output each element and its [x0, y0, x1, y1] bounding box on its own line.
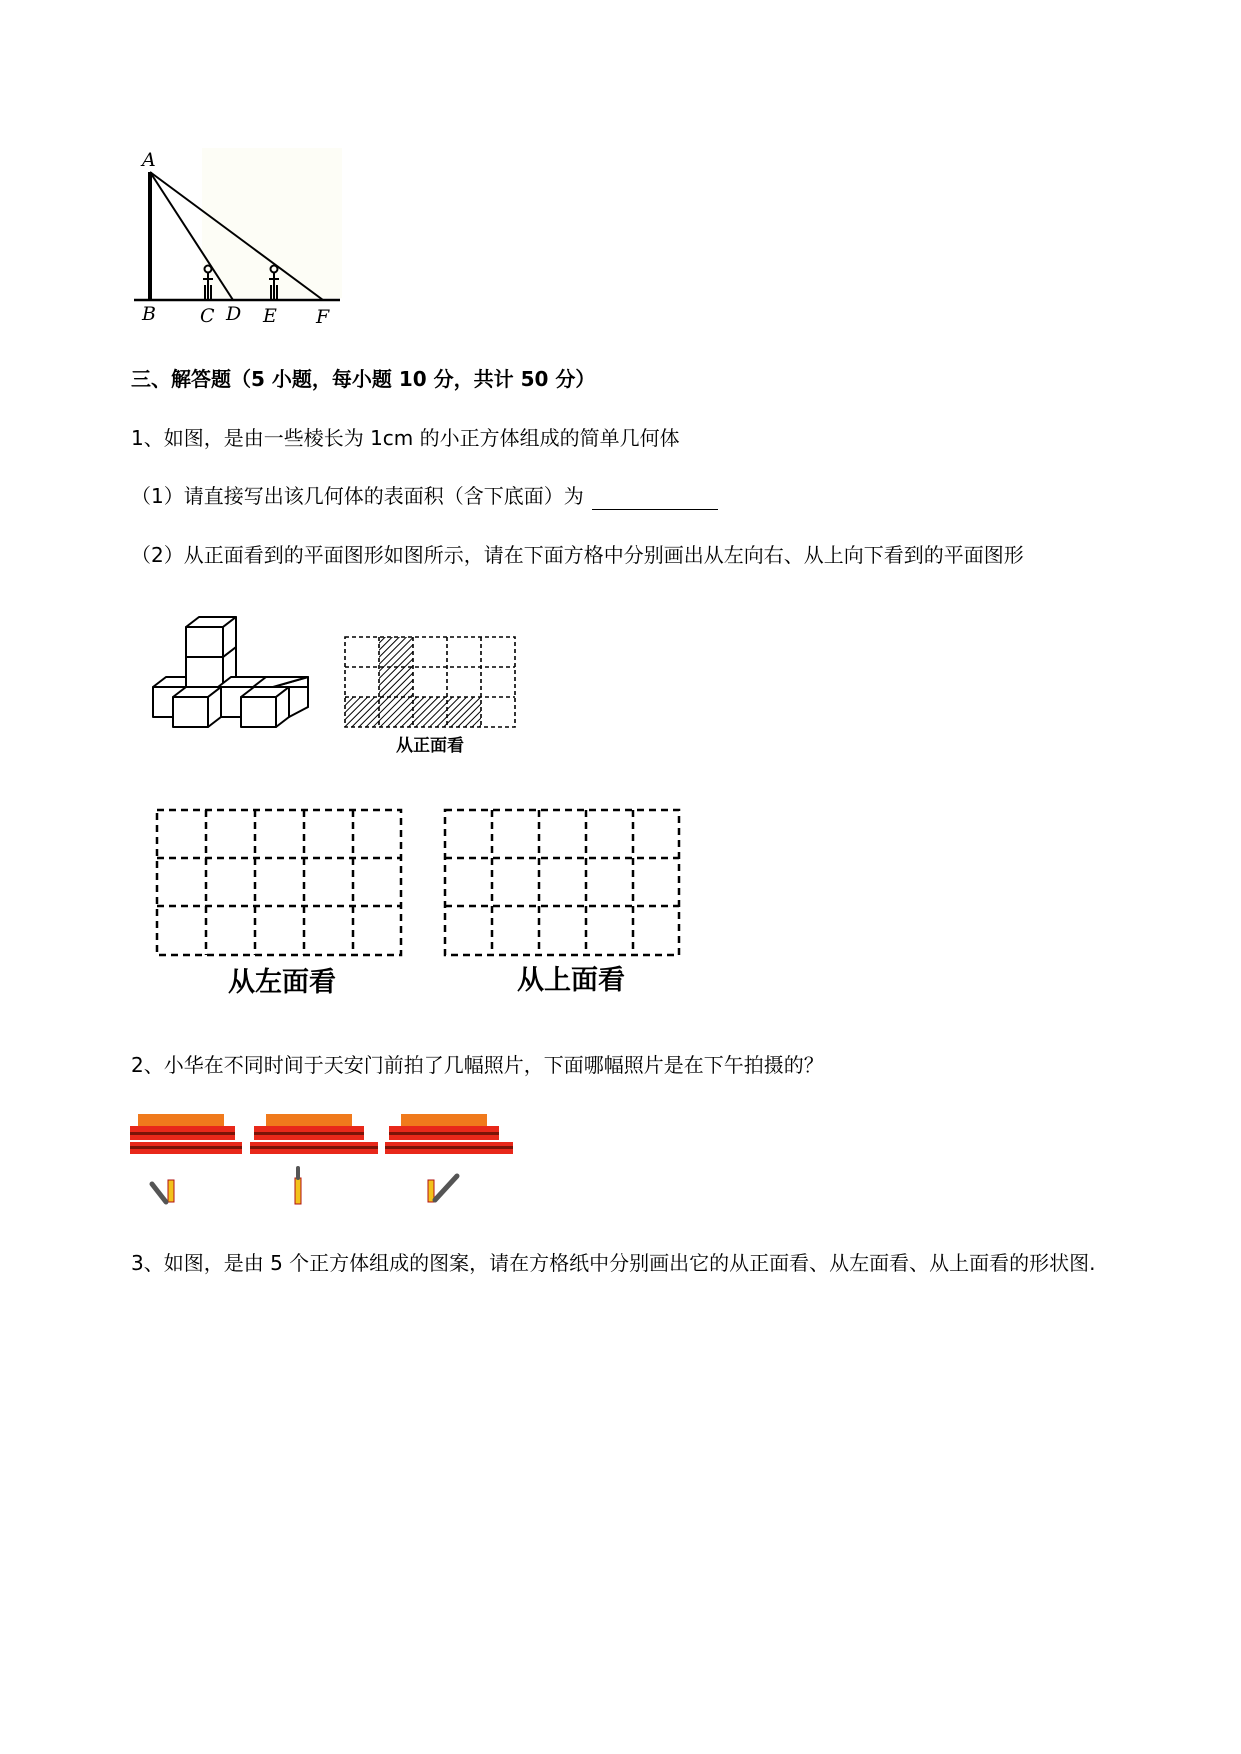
answer-blank[interactable] [592, 487, 718, 510]
photo-1[interactable] [130, 1108, 245, 1213]
label-c: C [200, 305, 215, 327]
q2-stem: 2、小华在不同时间于天安门前拍了几幅照片，下面哪幅照片是在下午拍摄的？ [131, 1053, 824, 1077]
label-f: F [316, 306, 330, 328]
section-heading: 三、解答题（5 小题，每小题 10 分，共计 50 分） [131, 367, 596, 391]
label-b: B [142, 303, 156, 325]
cube-solid-figure [148, 610, 313, 735]
shadow-geometry-figure [120, 140, 360, 340]
top-view-caption: 从上面看 [517, 965, 625, 996]
photo-3[interactable] [385, 1108, 515, 1213]
left-view-caption: 从左面看 [228, 967, 336, 998]
front-view-caption: 从正面看 [396, 736, 464, 756]
q1-part1 [131, 482, 718, 510]
label-d: D [226, 303, 242, 325]
q1-stem: 1、如图，是由一些棱长为 1cm 的小正方体组成的简单几何体 [131, 426, 680, 450]
label-e: E [263, 305, 277, 327]
q1-part1-text: （1）请直接写出该几何体的表面积（含下底面）为 [131, 484, 584, 508]
label-a: A [142, 149, 156, 171]
photo-2[interactable] [250, 1108, 380, 1213]
q3-stem: 3、如图，是由 5 个正方体组成的图案，请在方格纸中分别画出它的从正面看、从左面看、从上面看的形状图. [131, 1251, 1096, 1275]
left-view-grid[interactable] [153, 806, 405, 960]
top-view-grid[interactable] [441, 806, 683, 960]
q1-part2: （2）从正面看到的平面图形如图所示，请在下面方格中分别画出从左向右、从上向下看到的平面图形 [131, 543, 1024, 567]
front-view-grid [340, 632, 522, 732]
